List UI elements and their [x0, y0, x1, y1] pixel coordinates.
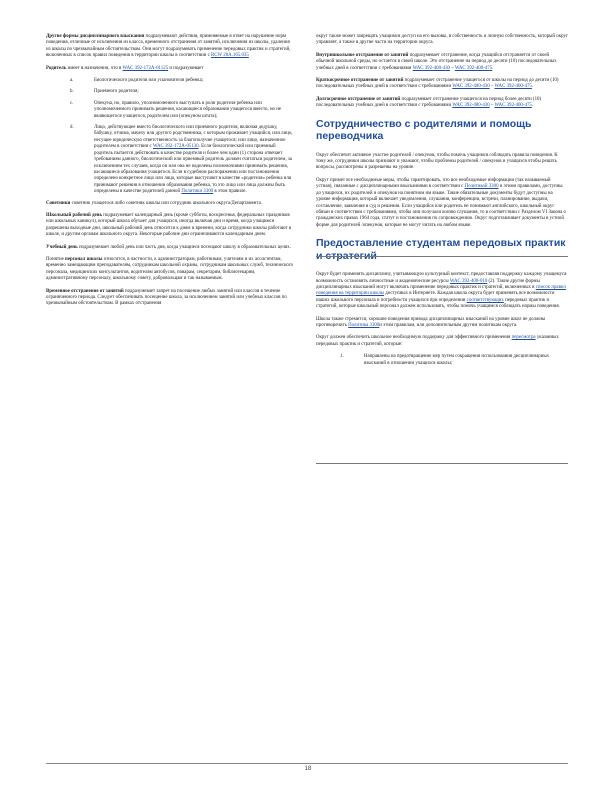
paragraph-parent	[46, 66, 294, 72]
list-item-c	[46, 101, 294, 120]
paragraph-support	[316, 335, 568, 348]
text-support-b: указанных передовых практик и стратегий, которые:	[316, 335, 559, 347]
term-long-term-suspension: Долгосрочное отстранение от занятий	[316, 96, 401, 102]
term-counselors: Советники	[46, 200, 71, 206]
term-parent: Родитель	[46, 65, 67, 71]
link-wac-010[interactable]: WAC 392-400-010	[449, 278, 488, 284]
text-long-term-suspension: отстранение учащегося на период более десяти (10) последовательных учебных дней в соответствии с требованиями	[316, 96, 542, 109]
list-text: Приемного родителя;	[94, 89, 139, 95]
link-wac-430[interactable]: WAC 392-400-430	[452, 84, 490, 90]
section-divider	[316, 256, 568, 257]
paragraph-other-discipline	[46, 34, 294, 60]
list-letter: c.	[70, 100, 74, 106]
link-review[interactable]: пересмотра	[511, 335, 536, 341]
text-parent-mid: имеет в назначении, что в	[67, 65, 122, 71]
term-school-business-day: Школьный рабочий день	[46, 212, 103, 218]
link-policy-3300[interactable]: Политика 3300	[348, 322, 380, 328]
list-text	[94, 125, 294, 195]
text-school-policy-b: и этим правилам, или дополнительным другим политикам округа.	[379, 322, 518, 328]
text-parent-end: и подразумевает	[169, 65, 204, 71]
paragraph-translation	[316, 178, 568, 229]
text-school-day: подразумевает любой день или часть дня, когда учащиеся посещают школу в образовательных целях.	[78, 244, 291, 250]
link-wac-475[interactable]: WAC 392-400-475	[494, 84, 532, 90]
link-behavior-list[interactable]: список правил поведения на территории школы	[316, 284, 566, 297]
link-policy-3300[interactable]: Политикой 3300	[464, 184, 499, 190]
list-text-part: Лицо, действующее вместо биологического или приемного родителя, включая дедушку, бабушку, отчима, мачеху или другого родственника, с которым проживает учащийся, или лицо, несущее юридическую ответственность за благополучие учащегося; или лицо, назначенное родителем в соответствии с	[94, 125, 293, 150]
text-culture-c: доступных в Интернете. Каждая школа округа будет применять все возможности наших школьного персонала и потребности учащихся при определении	[316, 291, 555, 303]
link-policy-3300[interactable]: Политики 3300	[181, 189, 214, 195]
link-wac-parent[interactable]: WAC 392-172A-01125	[122, 65, 169, 71]
text-implies: подразумевает	[401, 96, 432, 102]
term-school-day: Учебный день	[46, 244, 78, 250]
section-divider	[316, 463, 568, 464]
text-implies: подразумевает	[409, 52, 440, 58]
term-school-personnel: персонал школы	[65, 256, 103, 262]
list-text-part: в этом правиле.	[214, 189, 247, 195]
paragraph-culture	[316, 272, 568, 310]
text-suspension-cont: округ также может запрещать учащимся доступ на его вызовы, в собственность и личную собственность, который округ управляет, а также в другие части на территории округа.	[316, 34, 568, 46]
term-in-school-suspension: Внутришкольное отстранение от занятий	[316, 52, 409, 58]
link-wac-430[interactable]: WAC 392-400-430	[452, 103, 490, 109]
paragraph-school-day	[46, 245, 294, 251]
list-text-part: . Если биологический или приемный родитель пытается действовать в качестве родителя и более чем один (1) сторона отвечает требованиям данного, биологический или приемный родитель должен считаться родителем, за исключением тех случаев, когда он или она не наделены полномочиями принимать решения, касающиеся образования учащегося. Если в судебном распоряжении или постановлении определено конкретное лицо или лица, которые выступают в качестве «родителя» ребенка или принимают решения в отношении образования ребенка, то это лицо или лица должны быть определены в качестве родителей данной	[94, 144, 292, 195]
paragraph-school-policy	[316, 317, 568, 330]
list-text: Направлены на предотвращение мер путем сокращения использования дисциплинарных взысканий в отношении учащихся школы;	[364, 354, 550, 366]
text-counselors: советник учащегося либо советник школы или сотрудник школьного округа/Департамента.	[71, 200, 263, 206]
text-translation-a: Округ примет все необходимые меры, чтобы гарантировать, что все необходимые информации (так называемый устная), связанные с дисциплинарными взысканиями в соответствии с	[316, 177, 551, 190]
heading-best-practices: Предоставление студентам передовых практик и стратегий	[316, 237, 566, 262]
paragraph-long-term-suspension: Долгосрочное отстранение от занятий подразумевает отстранение учащегося на период более десяти (10) последовательных учебных дней в соответствии с требованиями WAC 392-400-430 – WAC 392-400-475.	[316, 96, 542, 109]
term-short-term-suspension: Краткосрочное отстранение от занятий	[316, 78, 404, 84]
left-column	[46, 34, 294, 314]
right-column	[316, 34, 568, 372]
text-culture-a: Округ будет применять дисциплину, учитывающую культурный контекст, предоставляя поддержку каждому учащемуся возможность остановить личностные и академические ресурсы	[316, 272, 567, 284]
text-culture-b: (2). Такие другие формы дисциплинарных взысканий могут включать применение передовых практик и стратегий, включенных в	[316, 278, 540, 290]
text-translation-b: и этими правилами, доступны до учащихся, их родителей и опекунов на понятном им языке. Такие обязательные документы будут доступны на уровне информация, который включает уведомления, слушания, конференции, встречи, планирование, выдачи, составление, заявления в суд и решения. Если учащийся или родитель не понимают английского, школьный округ обязан в соответствии с требованиями, чтобы они получали копию слушания, то в соответствии с Разделом VI Закона о гражданских правах 1964 года, статут и постановления по сопровождению. Округ подготавливает документы в устной форме для родителей /опекунов, которые не могут читать на любом языке.	[316, 184, 566, 228]
paragraph-school-personnel	[46, 257, 294, 283]
text-support-a: Округ должен обеспечить школьное необходимую поддержку для эффективного применения	[316, 335, 511, 341]
text-school-personnel: относится, в частности, к администраторам, работникам, учителям и их ассистентам, временно замещающим преподавателям, сотрудникам школьной охраны, сотрудникам школьных служб, технического персонала, медицинских консультантов, водителям автобусов, поварам, секретарям, библиотекарям, административному персоналу, школьному совету, добровольцам и так называемым.	[46, 256, 294, 282]
link-wac-475[interactable]: WAC 392-400-475	[494, 103, 532, 109]
list-item-1	[316, 354, 568, 367]
page-number: 18	[304, 766, 312, 772]
link-appropriate[interactable]: соответствующих	[466, 297, 504, 303]
term-suspension: Временное отстранение от занятий	[46, 288, 124, 294]
text-school-business-day: подразумевает календарный день (кроме субботы, воскресенья, федеральных праздников или школьных каникул), который школа обучает для учащихся, иногда включая дни и время, когда учащимся разрешены выходные дни, школьный рабочий день относится к дням и времени, когда сотрудники школы работают в школе, и другим органам школьного округа. Некоторые рабочие дни ограничиваются календарным днем.	[46, 212, 292, 238]
term-other-discipline: Другие формы дисциплинарного взыскания	[46, 34, 145, 39]
list-item-d	[46, 125, 294, 195]
text-culture-d: передовых практик и стратегий, которые школьный персонал должен использовать, чтобы помочь учащимся соблюдать нормы поведения.	[316, 297, 560, 310]
paragraph-parent-involvement	[316, 153, 568, 172]
list-item-a	[46, 78, 294, 84]
list-letter: a.	[70, 78, 74, 84]
link-wac-430[interactable]: WAC 392-400-430	[412, 65, 450, 71]
link-wac-05130[interactable]: WAC 392-172A-05130	[152, 144, 199, 150]
list-letter: d.	[70, 125, 74, 131]
list-text: Опекуна, но, правило, уполномоченного выступать в роли родителя ребенка или уполномоченного принимать решения, касающиеся образования учащегося вместо, но не являющегося учащегося, родителем или (опекуном штата);	[94, 100, 282, 119]
list-item-b	[46, 89, 294, 95]
list-number: 1.	[340, 354, 344, 360]
link-rcw[interactable]: RCW 28A.165.035	[211, 53, 249, 59]
paragraph-suspension	[46, 289, 294, 308]
heading-parent-cooperation: Сотрудничество с родителями и помощь переводчика	[316, 117, 532, 143]
text-parent-involvement: Округ обеспечит активное участие родителей / опекунов, чтобы помочь учащимся соблюдать правила поведения. К тому же, сотрудники школы признают и уважают, чтобы проблемы родителей / опекунов и учащихся чтобы решать вопросы, рассмотрены и разрешены на уровне.	[316, 152, 558, 171]
list-letter: b.	[70, 89, 74, 95]
paragraph-counselors	[46, 201, 294, 207]
text-suspension: подразумевает запрет на посещение любых занятий или классов в течение ограниченного периода. Следует обеспечивать посещение школа, за исключением занятий или учебных классов по чрезвычайным обстоятельствам. В рамках отстранения	[46, 288, 287, 307]
text-short-term-suspension: отстранение учащегося от школы на период до десяти (10) последовательных учебных дней в соответствии с требованиями	[316, 78, 559, 90]
link-wac-475[interactable]: WAC 392-400-475	[454, 65, 493, 71]
list-text: Биологического родителя или усыновителя ребенка;	[94, 78, 204, 84]
paragraph-school-business-day	[46, 213, 294, 239]
paragraph-in-school-suspension: Внутришкольное отстранение от занятий подразумевает отстранение, когда учащийся отстраняется от своей обычной школьной среды, но остается в своей школе. Это отстранение на период до десяти (10) последовательных учебных дней в соответствии с требованиями WAC 392-400-430 – WAC 392-400-475.	[316, 52, 557, 71]
footer-divider	[46, 763, 568, 764]
paragraph-short-term-suspension: Краткосрочное отстранение от занятий подразумевает отстранение учащегося от школы на период до десяти (10) последовательных учебных дней в соответствии с требованиями WAC 392-400-430 – WAC 392-400-475.	[316, 78, 559, 90]
text-implies: подразумевает	[404, 78, 435, 84]
text-in-school-suspension: отстранение, когда учащийся отстраняется от своей обычной школьной среды, но остается в своей школе. Это отстранение на период до десяти (10) последовательных учебных дней в соответствии с требованиями	[316, 52, 557, 71]
term-concept: Понятие	[46, 256, 64, 262]
paragraph-suspension-cont	[316, 34, 568, 47]
text-school-policy-a: Школа также стремится, хорошие поведения привода дисциплинарных взысканий на уровне школ не должны противоречить	[316, 316, 546, 328]
text-other-discipline: подразумевают действия, применяемые в ответ на нарушение норм поведения, отличные от исключения из класса, временного отстранения от занятий, исключения из школы, удаления из школы по чрезвычайным обстоятельствам. Они могут подразумевать применение передовых практик и стратегий, включенных в список правил поведения в территории школы в соответствии с	[46, 34, 291, 59]
